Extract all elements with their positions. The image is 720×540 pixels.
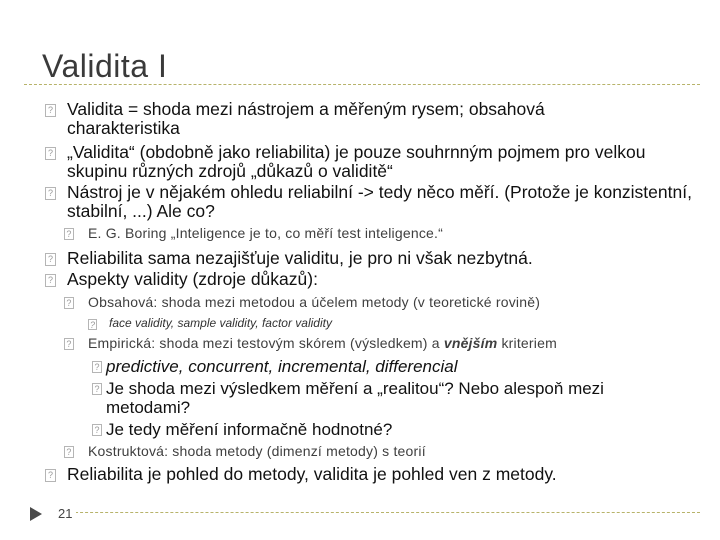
- bullet-5: [45, 270, 695, 289]
- bullet-3-1: [64, 225, 624, 242]
- bullet-5-2-2: [92, 379, 672, 417]
- bullet-5-1: [64, 294, 704, 311]
- bullet-text: face validity, sample validity, factor validity: [109, 316, 332, 330]
- bullet-2: [45, 143, 660, 181]
- bullet-5-2-3: [92, 420, 652, 439]
- bullet-marker-icon: ?: [92, 383, 102, 395]
- bullet-text: Je tedy měření informačně hodnotné?: [106, 420, 393, 439]
- slide-number: 21: [54, 506, 76, 521]
- title-divider: [24, 84, 700, 85]
- bullet-text: Reliabilita sama nezajišťuje validitu, je pro ni však nezbytná.: [67, 248, 533, 268]
- bullet-text: predictive, concurrent, incremental, differencial: [106, 357, 458, 376]
- bullet-marker-icon: ?: [64, 446, 74, 458]
- bullet-text: Je shoda mezi výsledkem měření a „realitou“? Nebo alespoň mezi metodami?: [106, 379, 604, 417]
- bullet-text: Kostruktová: shoda metody (dimenzí metody) s teorií: [88, 443, 426, 459]
- bullet-text-post: kriteriem: [497, 335, 557, 351]
- bullet-text: [88, 335, 557, 352]
- slide-title: Validita I: [42, 48, 168, 84]
- bullet-marker-icon: ?: [45, 469, 56, 482]
- bullet-4: [45, 249, 695, 268]
- bullet-text-pre: Empirická: shoda mezi testovým skórem (výsledkem) a: [88, 335, 444, 351]
- bullet-marker-icon: ?: [45, 187, 56, 200]
- bullet-marker-icon: ?: [45, 104, 56, 117]
- bullet-marker-icon: ?: [45, 253, 56, 266]
- bullet-marker-icon: ?: [45, 274, 56, 287]
- bullet-5-1-1: [88, 316, 648, 331]
- bullet-text-emphasis: vnějším: [443, 335, 498, 351]
- bullet-marker-icon: ?: [89, 320, 95, 330]
- bullet-text: Reliabilita je pohled do metody, validita je pohled ven z metody.: [67, 464, 557, 484]
- bullet-marker-icon: ?: [64, 338, 74, 350]
- bullet-5-3: [64, 443, 664, 460]
- bullet-text: E. G. Boring „Inteligence je to, co měří test inteligence.“: [88, 225, 443, 241]
- bullet-text: „Validita“ (obdobně jako reliabilita) je pouze souhrnným pojmem pro velkou skupinu různých zdrojů „důkazů o validitě“: [67, 142, 646, 181]
- bullet-marker-icon: ?: [92, 424, 102, 436]
- bullet-5-2-1: [92, 357, 652, 376]
- bullet-3: [45, 183, 695, 221]
- bullet-marker-icon: ?: [64, 297, 74, 309]
- bullet-5-2: [64, 335, 704, 352]
- bullet-6: [45, 465, 695, 484]
- bullet-1: [45, 100, 645, 138]
- bullet-text: Nástroj je v nějakém ohledu reliabilní -> tedy něco měří. (Protože je konzistentní, stabilní, ...) Ale co?: [67, 182, 692, 221]
- bullet-marker-icon: ?: [92, 361, 102, 373]
- bullet-text: Aspekty validity (zdroje důkazů):: [67, 269, 318, 289]
- bullet-marker-icon: ?: [64, 228, 74, 240]
- bullet-text: Validita = shoda mezi nástrojem a měřeným rysem; obsahová charakteristika: [67, 99, 545, 138]
- bullet-marker-icon: ?: [45, 147, 56, 160]
- footer-arrow-icon: [30, 507, 42, 521]
- bullet-text: Obsahová: shoda mezi metodou a účelem metody (v teoretické rovině): [88, 294, 541, 310]
- footer-divider: [60, 512, 700, 513]
